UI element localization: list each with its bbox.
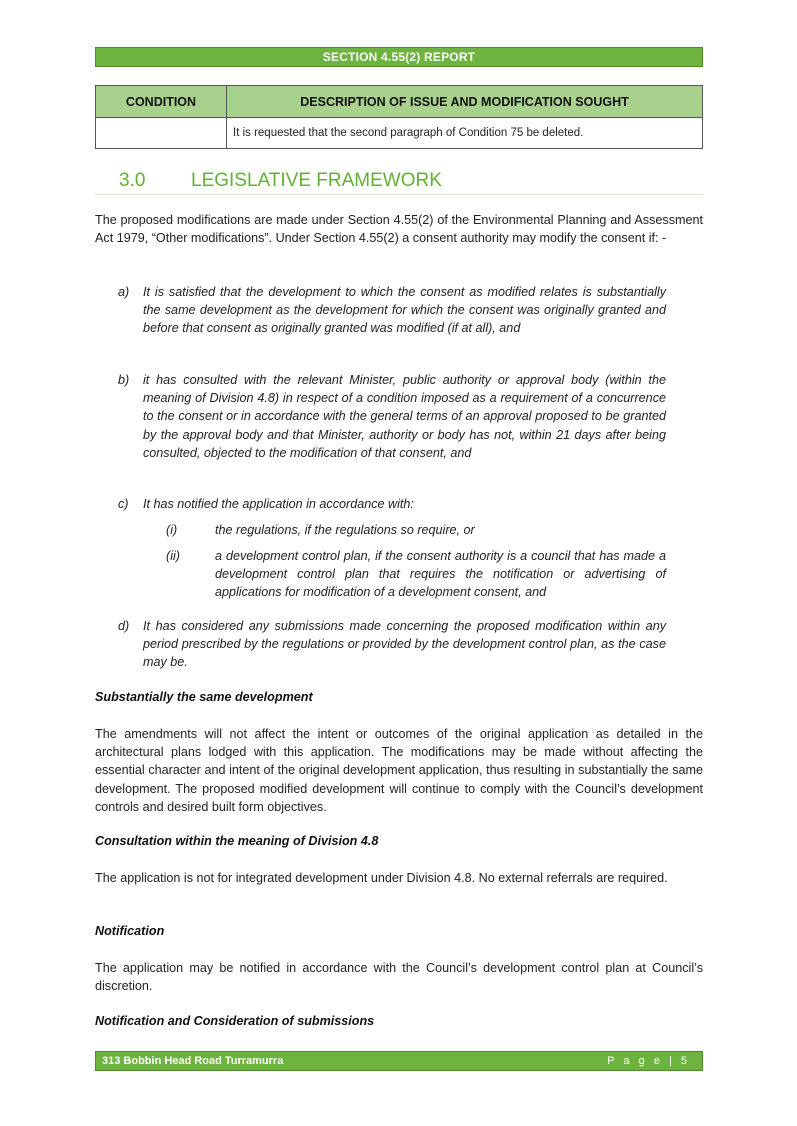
- table-row: [96, 118, 703, 149]
- sublist-item: [166, 521, 666, 539]
- condition-cell: [96, 118, 227, 149]
- sublist-item: [166, 547, 666, 602]
- footer-address: 313 Bobbin Head Road Turramurra: [102, 1055, 284, 1067]
- list-text: It is satisfied that the development to which the consent as modified relates is substantially the same development as the development for which the consent was originally granted and before that consent as originally granted was modified (if at all), and: [143, 285, 666, 336]
- table-header-row: [96, 86, 703, 118]
- list-item: [118, 283, 666, 338]
- subsection-paragraph: The application is not for integrated development under Division 4.8. No external referrals are required.: [95, 871, 668, 885]
- condition-header: CONDITION: [96, 86, 227, 118]
- list-text: It has considered any submissions made concerning the proposed modification within any period prescribed by the regulations or provided by the development control plan, as the case may be.: [143, 619, 666, 670]
- list-text: it has consulted with the relevant Minister, public authority or approval body (within the meaning of Division 4.8) in respect of a condition imposed as a requirement of a concurrence to the consent or in accordance with the general terms of an approval proposed to be granted by the approval body and that Minister, authority or body has not, within 21 days after being consulted, objected to the modification of that consent, and: [143, 373, 666, 460]
- list-text: It has notified the application in accordance with:: [143, 497, 414, 511]
- sublist-label: (ii): [166, 549, 180, 563]
- list-label: c): [118, 497, 129, 511]
- subsection-heading: Notification: [95, 924, 165, 938]
- description-cell: It is requested that the second paragraph of Condition 75 be deleted.: [227, 118, 703, 149]
- conditions-table: [95, 85, 703, 149]
- sublist-label: (i): [166, 523, 178, 537]
- intro-paragraph: The proposed modifications are made under Section 4.55(2) of the Environmental Planning and Assessment Act 1979, “Other modifications”. Under Section 4.55(2) a consent authority may modify the consent if: -: [95, 213, 703, 246]
- list-label: b): [118, 373, 130, 387]
- list-label: d): [118, 619, 130, 633]
- sublist-text: a development control plan, if the consent authority is a council that has made a development control plan that requires the notification or advertising of applications for modification of a development consent, and: [215, 549, 666, 600]
- report-header: SECTION 4.55(2) REPORT: [95, 47, 703, 67]
- list-item: [118, 495, 666, 513]
- page-footer: [95, 1051, 703, 1071]
- sublist-text: the regulations, if the regulations so require, or: [215, 523, 475, 537]
- list-item: [118, 617, 666, 672]
- subsection-paragraph: The application may be notified in accordance with the Council’s development control plan at Council’s discretion.: [95, 961, 703, 994]
- section-title: LEGISLATIVE FRAMEWORK: [191, 170, 442, 191]
- subsection-heading: Consultation within the meaning of Division 4.8: [95, 834, 379, 848]
- section-heading: [95, 168, 703, 195]
- subsection-paragraph: The amendments will not affect the intent or outcomes of the original application as detailed in the architectural plans lodged with this application. The modifications may be made without affecting the essential character and intent of the original development application, thus resulting in substantially the same development. The proposed modified development will continue to comply with the Council’s development controls and desired built form objectives.: [95, 727, 703, 814]
- subsection-heading: Notification and Consideration of submissions: [95, 1014, 375, 1028]
- description-header: DESCRIPTION OF ISSUE AND MODIFICATION SOUGHT: [227, 86, 703, 118]
- list-item: [118, 371, 666, 462]
- section-number: 3.0: [119, 170, 146, 191]
- page-number: P a g e | 5: [607, 1055, 690, 1067]
- list-label: a): [118, 285, 130, 299]
- subsection-heading: Substantially the same development: [95, 690, 313, 704]
